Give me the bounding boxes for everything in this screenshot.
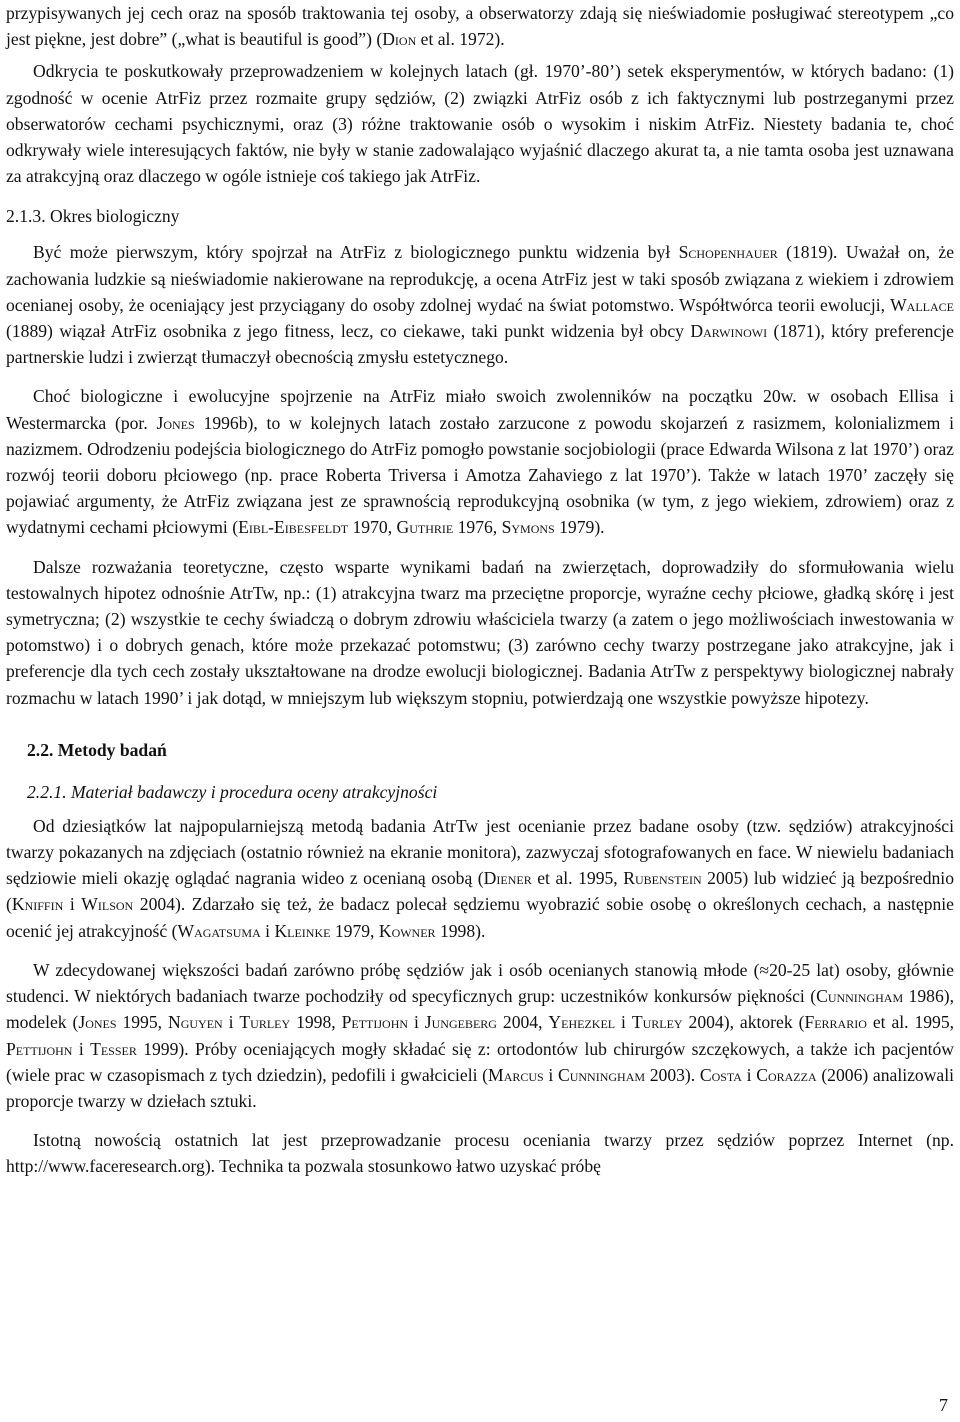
paragraph-hypotheses: Dalsze rozważania teoretyczne, często wsparte wynikami badań na zwierzętach, doprowadziły do sformułowania wielu testowalnych hipotez odnośnie AtrTw, np.: (1) atrakcyjna twarz ma przeciętne proporcje, wyraźne cechy płciowe, gładką skórę i jest symetryczna; (2) wszystkie te cechy świadczą o dobrym zdrowiu właściciela twarzy (a zatem o jego możliwościach inwestowania w potomstwo) i o dobrych genach, które może przekazać potomstwu; (3) zarówno cechy twarzy postrzegane jako atrakcyjne, jak i preferencje dla tych cech zostały ukształtowane na drodze ewolucji biologicznej. Badania AtrTw z perspektywy biologicznej nabrały rozmachu w latach 1990’ i jak dotąd, w mniejszym lub większym stopniu, potwierdzają one wszystkie powyższe hipotezy. (6, 556, 954, 708)
citation: Schopenhauer (678, 242, 778, 263)
citation: Jones (156, 412, 195, 433)
paragraph-rating-method: Od dziesiątków lat najpopularniejszą metodą badania AtrTw jest ocenianie przez badane osoby (tzw. sędziów) atrakcyjności twarzy pokazanych na zdjęciach (ostatnio również na ekranie monitora), zazwyczaj sfotografowanych en face. W niewielu badaniach sędziowie mieli okazję oglądać nagrania wideo z ocenianą osobą (Diener et al. 1995, Rubenstein 2005) lub widzieć ją bezpośrednio (Kniffin i Wilson 2004). Zdarzało się też, że badacz polecał sędziemu wyobrazić sobie osobę o określonych cechach, a następnie ocenić jej atrakcyjność (Wagatsuma i Kleinke 1979, Kowner 1998). (6, 815, 954, 941)
citation: Kleinke (274, 920, 331, 941)
paragraph-schopenhauer: Być może pierwszym, który spojrzał na AtrFiz z biologicznego punktu widzenia był Schopenhauer (1819). Uważał on, że zachowania ludzkie są nieświadomie nakierowane na reprodukcję, a ocena AtrFiz jest w taki sposób związana z wiekiem i zdrowiem ocenianej osoby, że oceniający jest przyciągany do osoby zdolnej wydać na świat potomstwo. Współtwórca teorii ewolucji, Wallace (1889) wiązał AtrFiz osobnika z jego fitness, lecz, co ciekawe, taki punkt widzenia był obcy Darwinowi (1871), który preferencje partnerskie ludzi i zwierząt tłumaczył obecnością zmysłu estetycznego. (6, 242, 955, 368)
citation: Jungeberg (424, 1012, 497, 1033)
citation: Symons (501, 517, 555, 538)
document-page (6, 0, 954, 1422)
citation: Jones (78, 1012, 117, 1033)
citation: Rubenstein (623, 868, 702, 889)
citation: Ferrario (804, 1012, 867, 1033)
citation: Yehezkel (548, 1012, 616, 1033)
citation: Wagatsuma (177, 920, 261, 941)
citation: Kowner (378, 920, 436, 941)
citation: Kniffin (11, 894, 64, 915)
citation: Eibl-Eibesfeldt (238, 517, 349, 538)
citation: Corazza (756, 1064, 817, 1085)
subsection-heading-material: 2.2.1. Materiał badawczy i procedura oceny atrakcyjności (27, 781, 438, 802)
citation: Diener (483, 868, 532, 889)
citation: Guthrie (396, 517, 454, 538)
citation: Cunningham (557, 1064, 646, 1085)
citation: Nguyen (167, 1012, 223, 1033)
paragraph-evolutionary-view: Choć biologiczne i ewolucyjne spojrzenie na AtrFiz miało swoich zwolenników na początku 20w. w osobach Ellisa i Westermarcka (por. Jones 1996b), to w kolejnych latach zostało zarzucone z powodu skojarzeń z rasizmem, kolonializmem i nazizmem. Odrodzeniu podejścia biologicznego do AtrFiz pomogło powstanie socjobiologii (prace Edwarda Wilsona z lat 1970’) oraz rozwój teorii doboru płciowego (np. prace Roberta Triversa i Amotza Zahaviego z lat 1970’). Także w latach 1970’ zaczęły się pojawiać argumenty, że AtrFiz związana jest ze sprawnością reprodukcyjną osobnika (w tym, z jego wiekiem, zdrowiem) oraz z wydatnymi cechami płciowymi (Eibl-Eibesfeldt 1970, Guthrie 1976, Symons 1979). (6, 386, 955, 538)
citation: Cunningham (816, 986, 904, 1007)
section-heading-methods: 2.2. Metody badań (27, 739, 167, 760)
citation: Wilson (81, 894, 134, 915)
paragraph-samples: W zdecydowanej większości badań zarówno próbę sędziów jak i osób ocenianych stanowią młode (≈20-25 lat) osoby, głównie studenci. W niektórych badaniach twarze pochodziły od specyficznych grup: uczestników konkursów piękności (Cunningham 1986), modelek (Jones 1995, Nguyen i Turley 1998, Pettijohn i Jungeberg 2004, Yehezkel i Turley 2004), aktorek (Ferrario et al. 1995, Pettijohn i Tesser 1999). Próby oceniających mogły składać się z: ortodontów lub chirurgów szczękowych, a także ich pacjentów (wiele prac w czasopismach z tych dziedzin), pedofili i gwałcicieli (Marcus i Cunningham 2003). Costa i Corazza (2006) analizowali proporcje twarzy w dziełach sztuki. (6, 959, 955, 1111)
citation: Darwinowi (690, 321, 768, 342)
citation: Pettijohn (341, 1012, 409, 1033)
citation: Tesser (90, 1038, 137, 1059)
citation: Marcus (488, 1064, 544, 1085)
paragraph-findings: Odkrycia te poskutkowały przeprowadzeniem w kolejnych latach (gł. 1970’-80’) setek eksperymentów, w których badano: (1) zgodność w ocenie AtrFiz przez rozmaite grupy sędziów, (2) związki AtrFiz osób z ich faktycznymi lub postrzeganymi przez obserwatorów cechami psychicznymi, oraz (3) różne traktowanie osób o wysokim i niskim AtrFiz. Niestety badania te, choć odkrywały wiele interesujących faktów, nie były w stanie zadowalająco wyjaśnić dlaczego akurat ta, a nie tamta osoba jest uznawana za atrakcyjną oraz dlaczego w ogóle istnieje coś takiego jak AtrFiz. (6, 61, 954, 187)
paragraph-continuation: przypisywanych jej cech oraz na sposób traktowania tej osoby, a obserwatorzy zdają się nieświadomie posługiwać stereotypem „co jest piękne, jest dobre” („what is beautiful is good”) (Dion et al. 1972). (6, 3, 954, 50)
citation: Turley (631, 1012, 683, 1033)
section-heading-biological-period: 2.1.3. Okres biologiczny (6, 206, 180, 227)
citation: Costa (699, 1064, 742, 1085)
paragraph-internet: Istotną nowością ostatnich lat jest przeprowadzanie procesu oceniania twarzy przez sędziów poprzez Internet (np. http://www.faceresearch.org). Technika ta pozwala stosunkowo łatwo uzyskać próbę (6, 1130, 954, 1177)
page-number: 7 (939, 1394, 948, 1415)
citation: Dion (382, 29, 417, 50)
citation: Pettijohn (6, 1038, 73, 1059)
citation: Wallace (890, 294, 954, 315)
citation: Turley (239, 1012, 291, 1033)
